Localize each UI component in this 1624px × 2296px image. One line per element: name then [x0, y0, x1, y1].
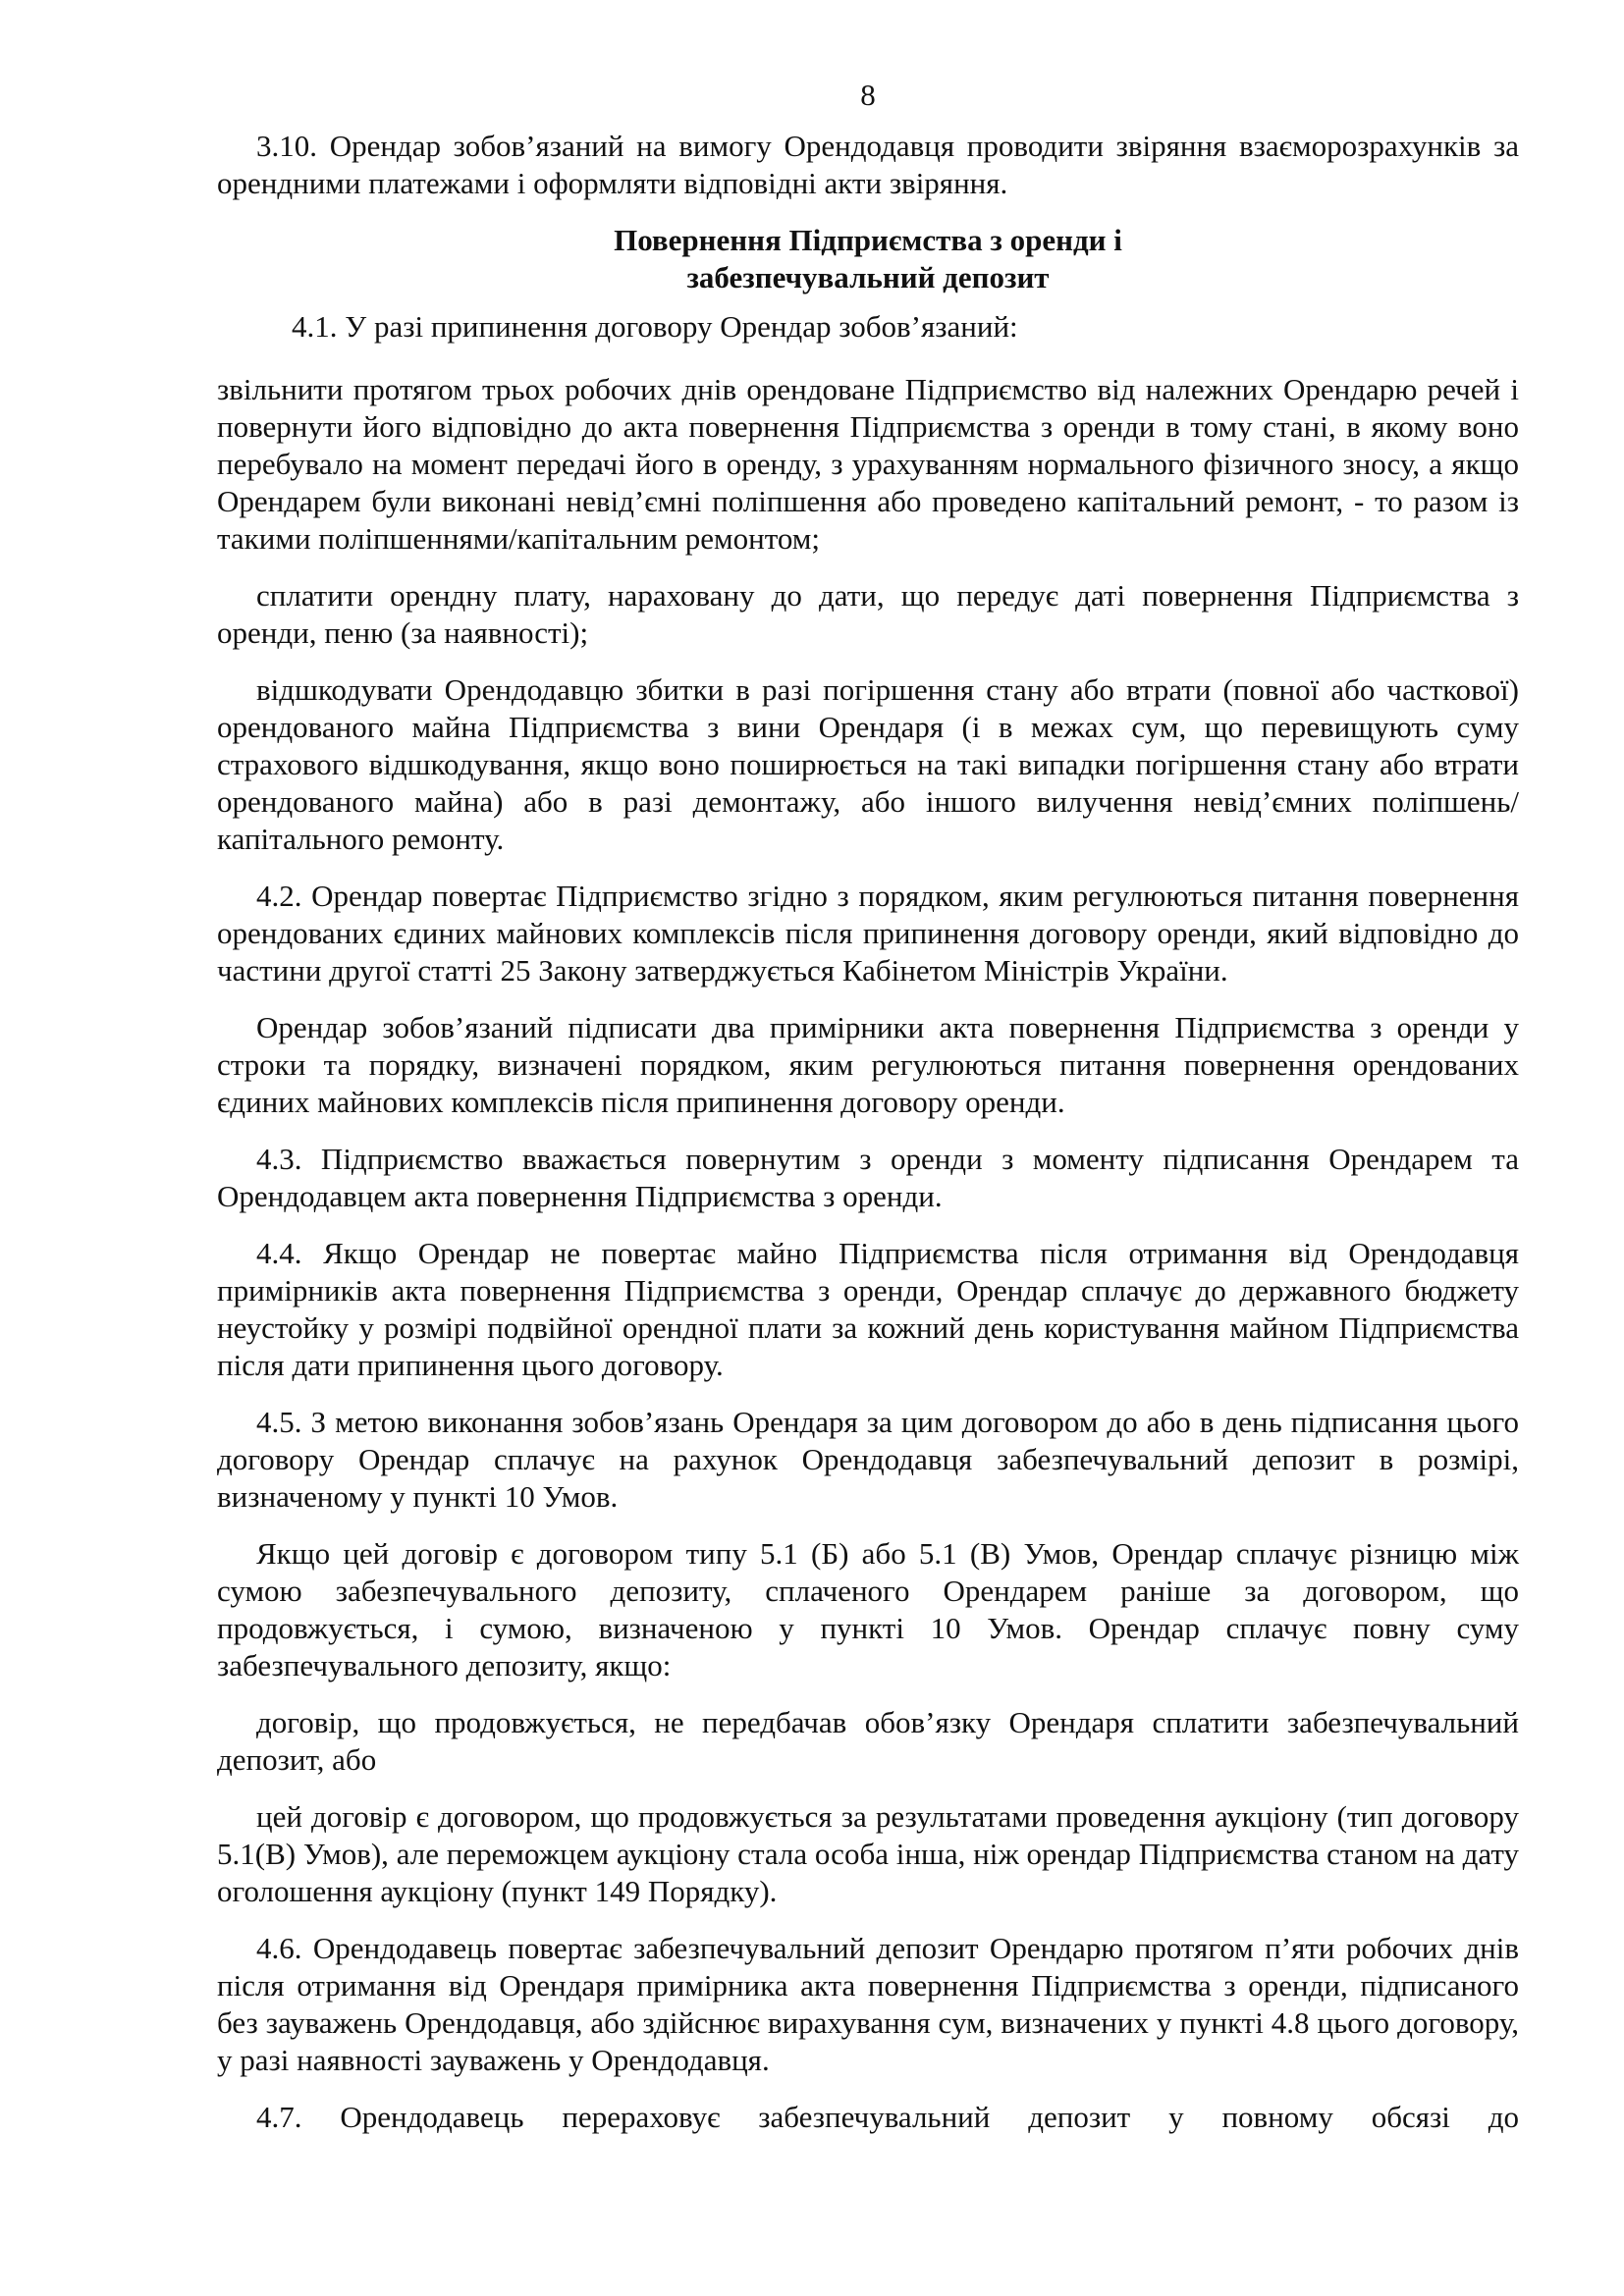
paragraph-4-1-item-3: відшкодувати Орендодавцю збитки в разі погіршення стану або втрати (повної або часткової) орендованого майна Підприємства з вини Орендаря (і в межах сум, що перевищують суму страхового відшкодування, якщо воно поширюється на такі випадки погіршення стану або втрати орендованого майна) або в разі демонтажу, або іншого вилучення невід’ємних поліпшень/капітального ремонту.: [217, 672, 1519, 856]
paragraph-4-5: 4.5. З метою виконання зобов’язань Орендаря за цим договором до або в день підписання цього договору Орендар сплачує на рахунок Орендодавця забезпечувальний депозит в розмірі, визначеному у пункті 10 Умов.: [217, 1405, 1519, 1514]
paragraph-4-5-cont: Якщо цей договір є договором типу 5.1 (Б) або 5.1 (В) Умов, Орендар сплачує різницю між сумою забезпечувального депозиту, сплаченого Орендарем раніше за договором, що продовжується, і сумою, визначеною у пункті 10 Умов. Орендар сплачує повну суму забезпечувального депозиту, якщо:: [217, 1536, 1519, 1682]
paragraph-4-2-cont: Орендар зобов’язаний підписати два примірники акта повернення Підприємства з оренди у строки та порядку, визначені порядком, яким регулюються питання повернення орендованих єдиних майнових комплексів після припинення договору оренди.: [217, 1010, 1519, 1119]
section-heading-line-1: Повернення Підприємства з оренди і: [614, 223, 1122, 257]
paragraph-4-1-item-1: звільнити протягом трьох робочих днів орендоване Підприємство від належних Орендарю речей і повернути його відповідно до акта повернення Підприємства з оренди в тому стані, в якому воно перебувало на момент передачі його в оренду, з урахуванням нормального фізичного зносу, а якщо Орендарем були виконані невід’ємні поліпшення або проведено капітальний ремонт, - то разом із такими поліпшеннями/капітальним ремонтом;: [217, 372, 1519, 556]
paragraph-4-7: 4.7. Орендодавець перераховує забезпечувальний депозит у повному обсязі до: [256, 2100, 1519, 2134]
section-heading: [217, 222, 1519, 296]
document-page: [217, 77, 1519, 2156]
paragraph-4-3: 4.3. Підприємство вважається повернутим з оренди з моменту підписання Орендарем та Орендодавцем акта повернення Підприємства з оренди.: [217, 1142, 1519, 1213]
section-heading-line-2: забезпечувальний депозит: [686, 260, 1050, 294]
paragraph-4-4: 4.4. Якщо Орендар не повертає майно Підприємства після отримання від Орендодавця примірників акта повернення Підприємства з оренди, Орендар сплачує до державного бюджету неустойку у розмірі подвійної орендної плати за кожний день користування майном Підприємства після дати припинення цього договору.: [217, 1236, 1519, 1382]
paragraph-4-6: 4.6. Орендодавець повертає забезпечувальний депозит Орендарю протягом п’яти робочих днів після отримання від Орендаря примірника акта повернення Підприємства з оренди, підписаного без зауважень Орендодавця, або здійснює вирахування сум, визначених у пункті 4.8 цього договору, у разі наявності зауважень у Орендодавця.: [217, 1931, 1519, 2077]
paragraph-4-5-item-1: договір, що продовжується, не передбачав обов’язку Орендаря сплатити забезпечувальний депозит, або: [217, 1705, 1519, 1777]
paragraph-4-1-item-2: сплатити орендну плату, нараховану до дати, що передує даті повернення Підприємства з оренди, пеню (за наявності);: [217, 578, 1519, 650]
paragraph-3-10: 3.10. Орендар зобов’язаний на вимогу Орендодавця проводити звіряння взаєморозрахунків за орендними платежами і оформляти відповідні акти звіряння.: [217, 129, 1519, 200]
page-number: 8: [860, 78, 876, 112]
paragraph-4-5-item-2: цей договір є договором, що продовжується за результатами проведення аукціону (тип договору 5.1(В) Умов), але переможцем аукціону стала особа інша, ніж орендар Підприємства станом на дату оголошення аукціону (пункт 149 Порядку).: [217, 1799, 1519, 1908]
paragraph-4-2: 4.2. Орендар повертає Підприємство згідно з порядком, яким регулюються питання повернення орендованих єдиних майнових комплексів після припинення договору оренди, який відповідно до частини другої статті 25 Закону затверджується Кабінетом Міністрів України.: [217, 879, 1519, 988]
paragraph-4-1: 4.1. У разі припинення договору Орендар зобов’язаний:: [292, 309, 1018, 344]
